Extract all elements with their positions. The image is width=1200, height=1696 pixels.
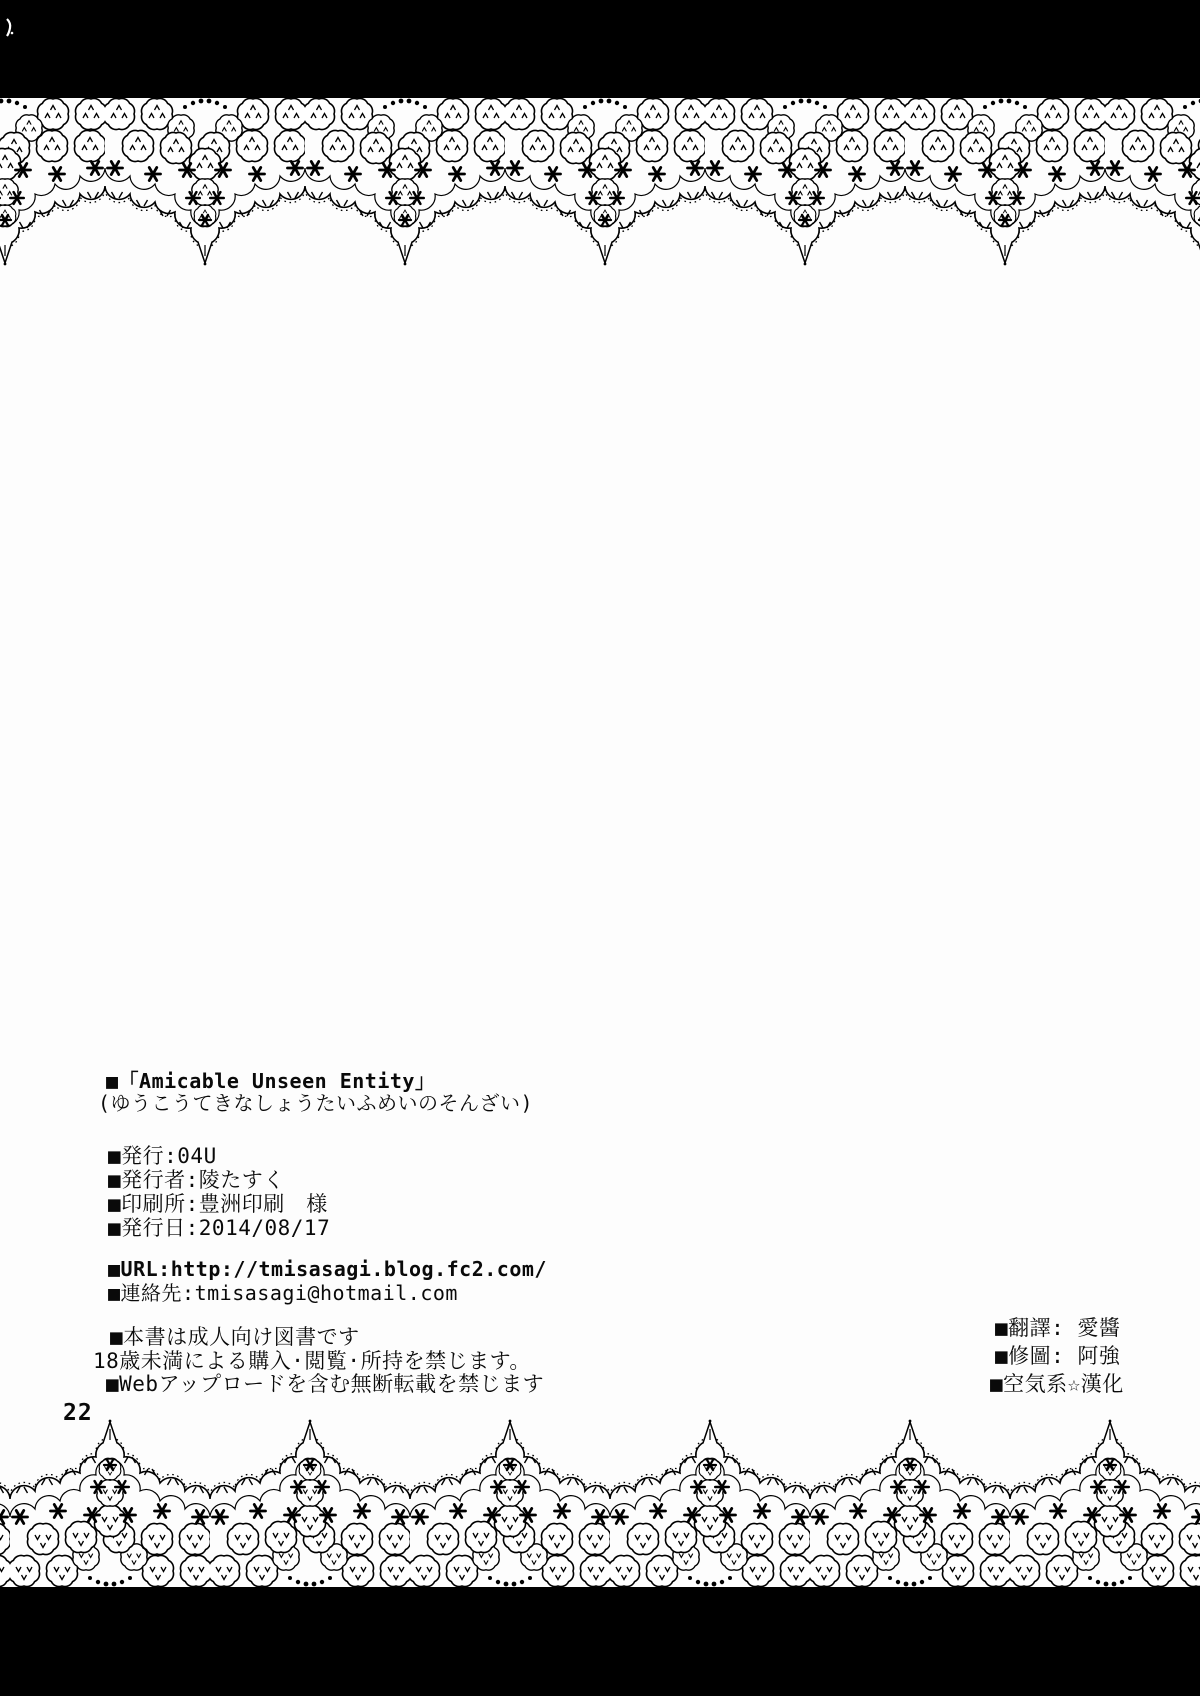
- adult-notice-line: ■本書は成人向け図書です: [110, 1325, 360, 1349]
- retouch-credit: ■修圖: 阿強: [995, 1344, 1121, 1368]
- contact-email-line: ■連絡先:tmisasagi@hotmail.com: [108, 1281, 458, 1305]
- url-line: ■URL:http://tmisasagi.blog.fc2.com/: [108, 1257, 547, 1281]
- doujin-title: ■「Amicable Unseen Entity」: [106, 1069, 436, 1093]
- page-number: 22: [63, 1400, 93, 1426]
- publisher-line: ■発行:04U: [108, 1144, 217, 1168]
- author-line: ■発行者:陵たすく: [108, 1168, 285, 1192]
- age-restriction-line: 18歳未満による購入·閲覧·所持を禁じます。: [93, 1349, 531, 1373]
- doujin-title-kana: (ゆうこうてきなしょうたいふめいのそんざい): [98, 1091, 534, 1115]
- no-repost-line: ■Webアップロードを含む無断転載を禁じます: [106, 1372, 545, 1396]
- translation-group-credit: ■空気系☆漢化: [990, 1372, 1124, 1396]
- translator-credit: ■翻譯: 愛醬: [995, 1316, 1121, 1340]
- printer-line: ■印刷所:豊洲印刷 様: [108, 1192, 328, 1216]
- publish-date-line: ■発行日:2014/08/17: [108, 1216, 331, 1240]
